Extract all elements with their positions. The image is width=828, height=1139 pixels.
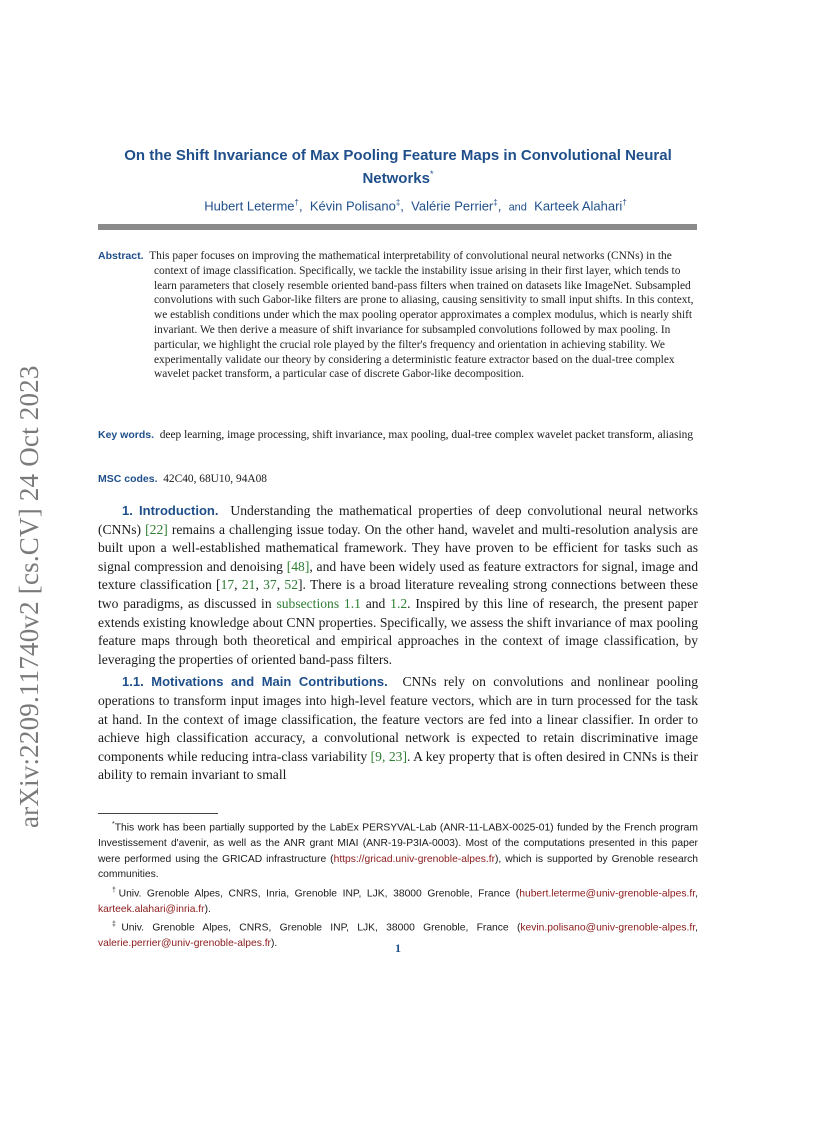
author-name: Valérie Perrier xyxy=(411,198,494,214)
abstract-text: This paper focuses on improving the mathematical interpretability of convolutional neural networks (CNNs) in the context of image classification. Specifically, we tackle the instability issue arising in their first layer, which tends to learn parameters that closely resemble oriented band-pass filters when trained on datasets like ImageNet. Subsampled convolutions with such Gabor-like filters are prone to aliasing, causing sensitivity to small input shifts. In this context, we establish conditions under which the max pooling operator approximates a complex modulus, which is nearly shift invariant. We then derive a measure of shift invariance for subsampled convolutions followed by max pooling. In particular, we highlight the crucial role played by the filter's frequency and orientation in achieving stability. We experimentally validate our theory by considering a deterministic feature extractor based on the dual-tree complex wavelet packet transform, a particular case of discrete Gabor-like decomposition. xyxy=(149,250,694,381)
footnote-rule xyxy=(98,813,218,814)
keywords-text: deep learning, image processing, shift invariance, max pooling, dual-tree complex wavelet packet transform, aliasing xyxy=(159,429,694,441)
citation-link[interactable]: [48] xyxy=(286,558,310,574)
funding-footnote: *This work has been partially supported by the LabEx PERSYVAL-Lab (ANR-11-LABX-0025-01) funded by the French program Investissement d'avenir, as well as the ANR grant MIAI (ANR-19-P3IA-0003). Most of the computations presented in this paper were performed using the GRICAD infrastructure (https://gricad.univ-grenoble-alpes.fr), which is supported by Grenoble research communities. xyxy=(98,821,698,881)
author-affiliation-mark: ‡ xyxy=(493,198,498,207)
author-name: Hubert Leterme xyxy=(204,198,295,214)
citation-link[interactable]: 17 xyxy=(220,577,235,593)
msc-codes xyxy=(98,472,698,487)
affiliation-footnote: ‡Univ. Grenoble Alpes, CNRS, Grenoble INP, LJK, 38000 Grenoble, France (kevin.polisano@univ-grenoble-alpes.fr, valerie.perrier@univ-grenoble-alpes.fr). xyxy=(98,921,698,950)
section-ref-link[interactable]: subsections 1.1 xyxy=(276,595,361,611)
footnotes xyxy=(98,817,698,952)
title-rule xyxy=(98,224,697,230)
abstract-label: Abstract. xyxy=(98,250,144,262)
affiliation-footnote: †Univ. Grenoble Alpes, CNRS, Inria, Grenoble INP, LJK, 38000 Grenoble, France (hubert.leterme@univ-grenoble-alpes.fr, karteek.alahari@inria.fr). xyxy=(98,886,698,915)
section-ref-link[interactable]: 1.2 xyxy=(390,595,408,611)
title-text: On the Shift Invariance of Max Pooling Feature Maps in Convolutional Neural Networks xyxy=(124,147,672,187)
citation-link[interactable]: [9, 23] xyxy=(370,748,407,764)
gricad-link[interactable]: https://gricad.univ-grenoble-alpes.fr xyxy=(333,853,495,865)
subsection-heading: 1.1. Motivations and Main Contributions. xyxy=(122,674,388,690)
msc-text: 42C40, 68U10, 94A08 xyxy=(163,473,268,485)
introduction-paragraph: 1. Introduction. Understanding the mathematical properties of deep convolutional neural networks (CNNs) [22] remains a challenging issue today. On the other hand, wavelet and multi-resolution analysis are built upon a well-established mathematical framework. They have proven to be efficient for tasks such as signal compression and denoising [48], and have been widely used as feature extractors for signal, image and texture classification [17, 21, 37, 52]. There is a broad literature revealing strong connections between these two paradigms, as discussed in subsections 1.1 and 1.2. Inspired by this line of research, the present paper extends existing knowledge about CNN properties. Specifically, we assess the shift invariance of max pooling feature maps through both theoretical and empirical approaches in the context of image classification, by leveraging the properties of oriented band-pass filters. xyxy=(98,503,699,667)
author-affiliation-mark: † xyxy=(294,198,299,207)
citation-link[interactable]: [22] xyxy=(145,521,168,537)
keywords-label: Key words. xyxy=(98,429,155,441)
citation-link[interactable]: 52 xyxy=(284,577,298,593)
paper-title xyxy=(98,147,698,188)
keywords xyxy=(98,428,698,443)
arxiv-identifier: arXiv:2209.11740v2 [cs.CV] 24 Oct 2023 xyxy=(14,365,44,828)
citation-link[interactable]: 37 xyxy=(263,577,277,593)
body-text xyxy=(98,502,698,785)
section-heading: 1. Introduction. xyxy=(122,503,219,518)
author-list: Hubert Leterme†, Kévin Polisano‡, Valérie Perrier‡, and Karteek Alahari† xyxy=(204,198,627,214)
author-name: Karteek Alahari xyxy=(534,198,623,214)
citation-link[interactable]: 21 xyxy=(241,577,256,593)
email-link[interactable]: kevin.polisano@univ-grenoble-alpes.fr xyxy=(520,922,696,934)
msc-label: MSC codes. xyxy=(98,473,158,485)
author-name: Kévin Polisano xyxy=(309,198,396,214)
author-affiliation-mark: † xyxy=(622,198,627,207)
page-number: 1 xyxy=(395,941,401,955)
email-link[interactable]: hubert.leterme@univ-grenoble-alpes.fr xyxy=(519,888,696,900)
email-link[interactable]: karteek.alahari@inria.fr xyxy=(98,903,205,915)
motivations-paragraph: 1.1. Motivations and Main Contributions. CNNs rely on convolutions and nonlinear pooling operations to transform input images into high-level feature vectors, which are in turn processed for the task at hand. In the context of image classification, the feature vectors are fed into a linear classifier. In order to achieve high classification accuracy, a convolutional network is expected to retain discriminative image components while reducing intra-class variability [9, 23]. A key property that is often desired in CNNs is their ability to remain invariant to small xyxy=(98,674,699,783)
author-affiliation-mark: ‡ xyxy=(395,198,401,207)
abstract xyxy=(98,249,698,382)
authors-conjunction: and xyxy=(508,201,527,214)
email-link[interactable]: valerie.perrier@univ-grenoble-alpes.fr xyxy=(98,938,271,950)
title-footnote-mark: * xyxy=(430,169,434,179)
